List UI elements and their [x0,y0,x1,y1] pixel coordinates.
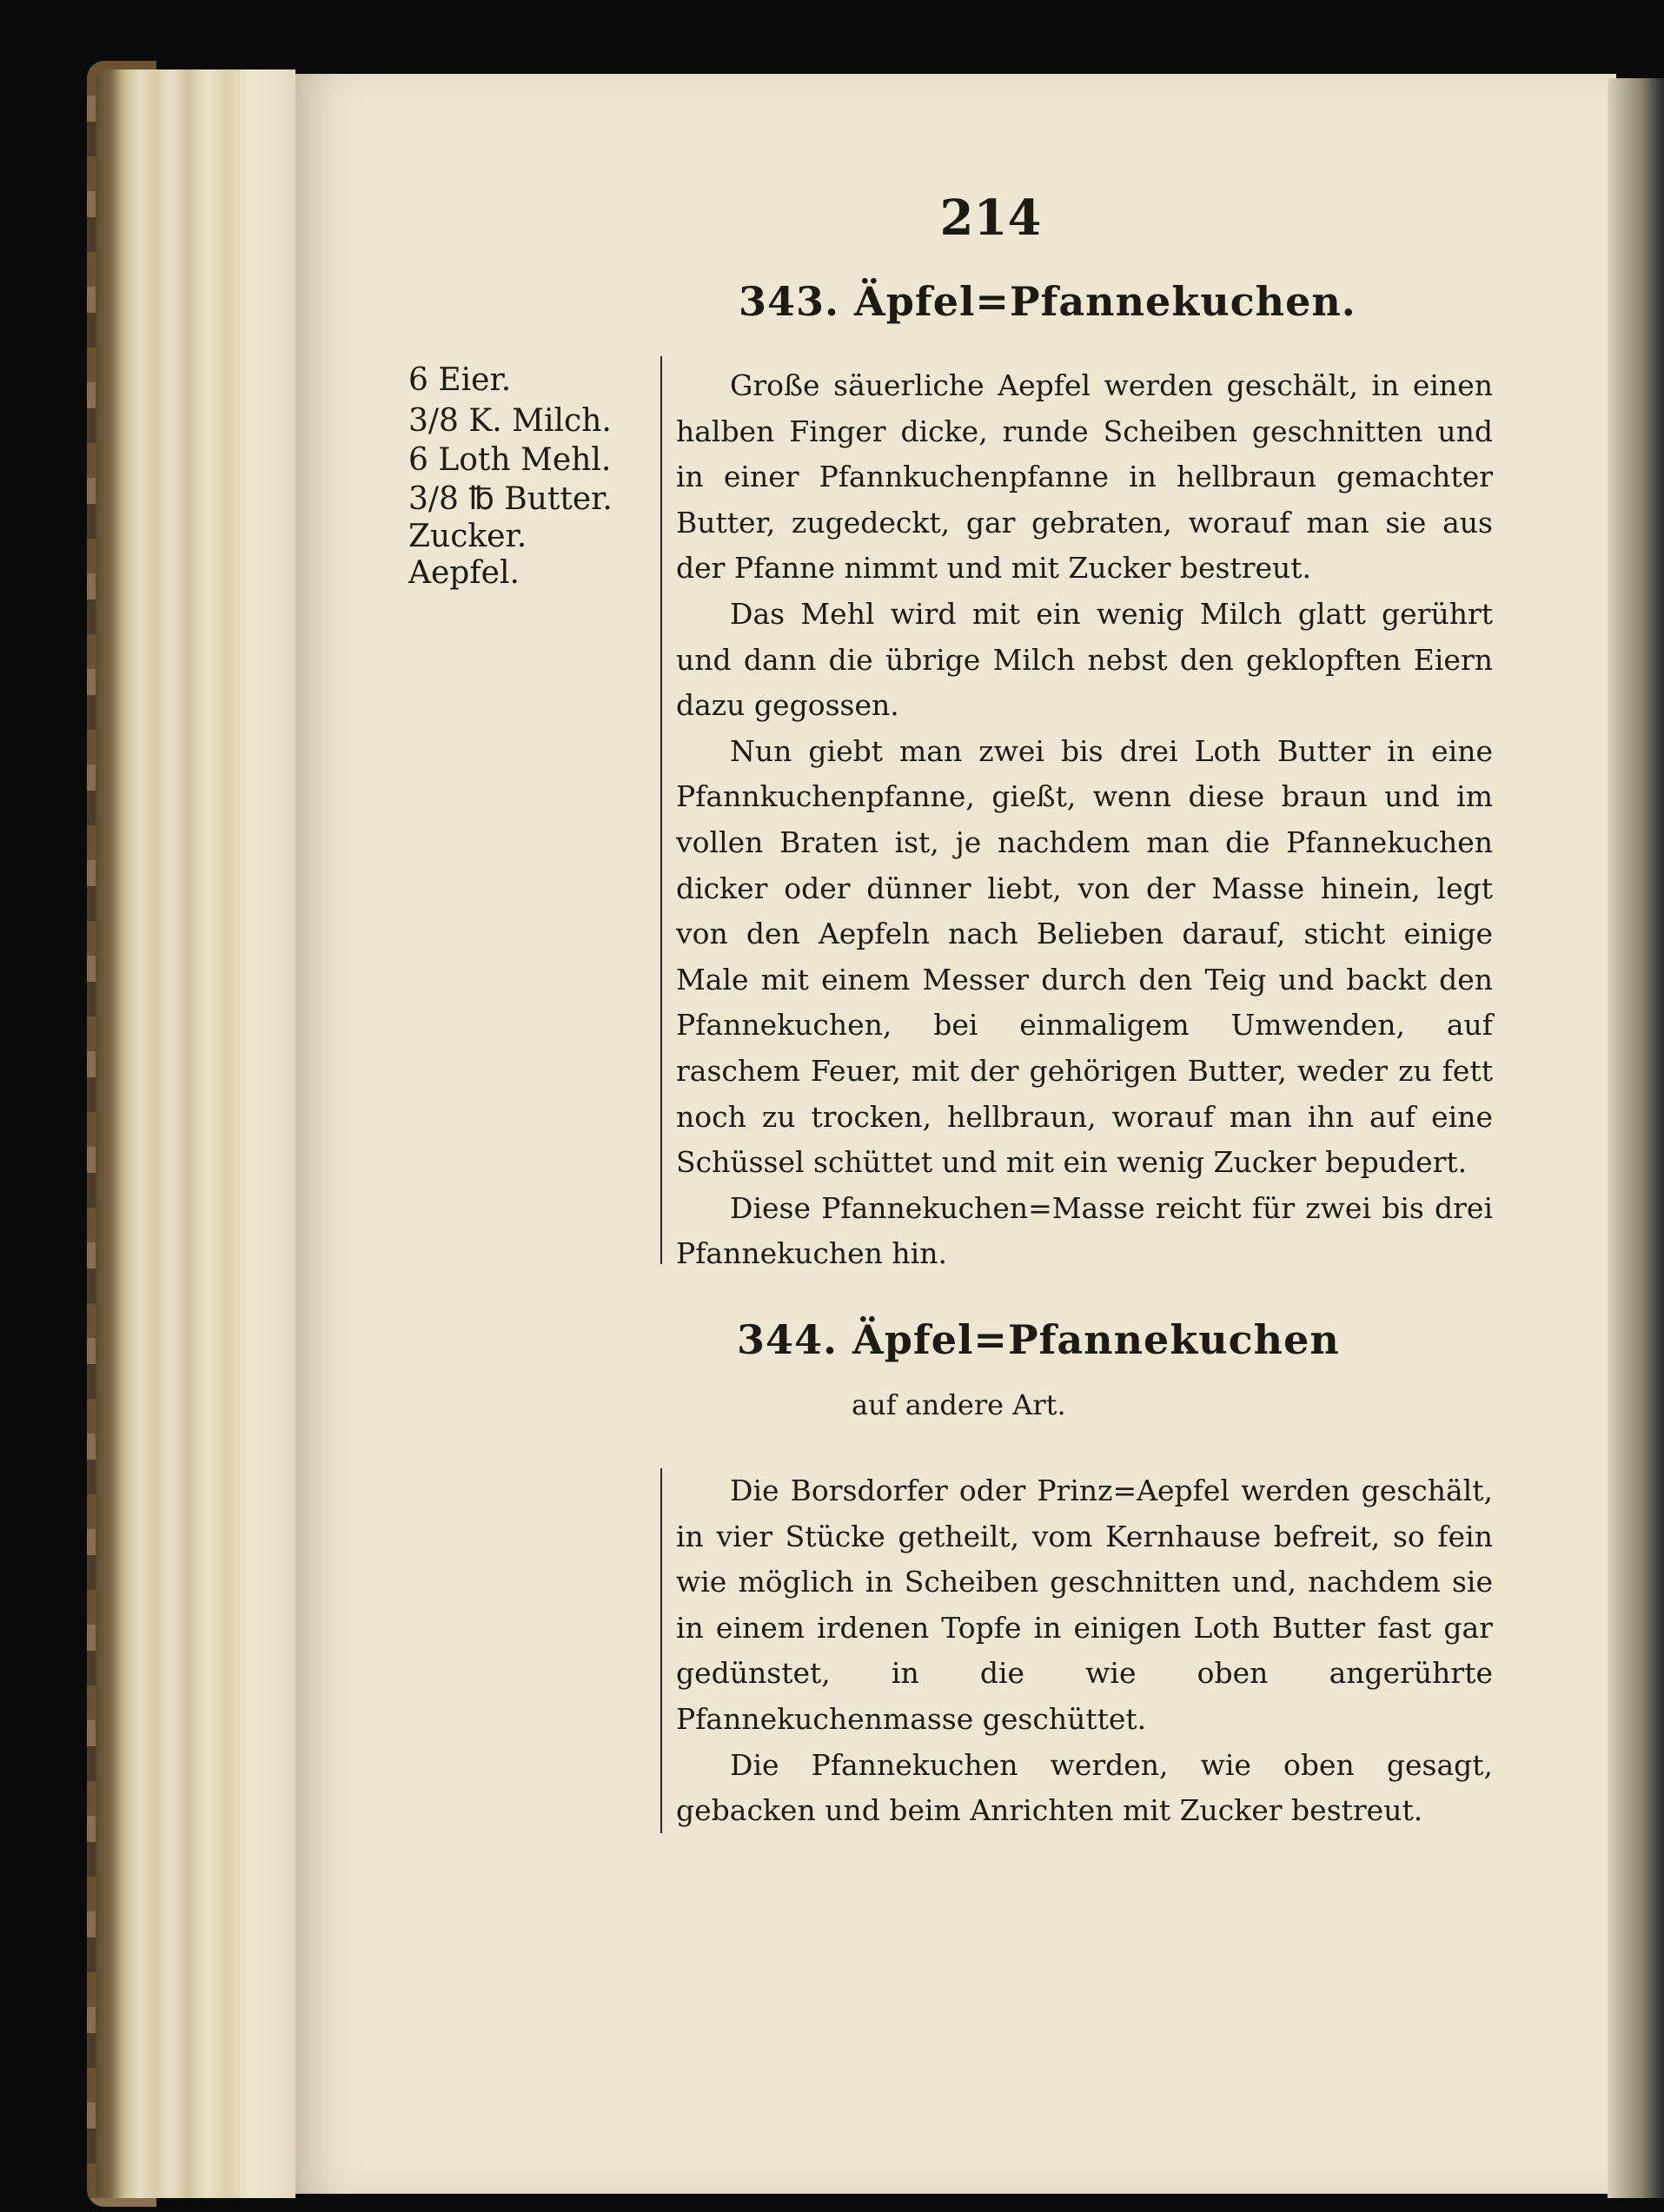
ingredient: 3/8 ℔ Butter. [408,481,613,517]
page-number: 214 [939,189,1042,247]
page-stack-edge [96,70,295,2198]
paragraph: Nun giebt man zwei bis drei Loth Butter in eine Pfannkuchenpfanne, gießt, wenn diese braun und im vollen Braten ist, je nachdem man die Pfannekuchen dicker oder dünner liebt, von der Masse hinein, legt von den Aepfeln nach Belieben darauf, sticht einige Male mit einem Messer durch den Teig und backt den Pfannekuchen, bei einmaligem Umwenden, auf raschem Feuer, mit der gehörigen Butter, weder zu fett noch zu trocken, hellbraun, worauf man ihn auf eine Schüssel schüttet und mit ein wenig Zucker bepudert. [676,733,1493,1180]
paragraph: Die Borsdorfer oder Prinz=Aepfel werden geschält, in vier Stücke getheilt, vom Kernhause befreit, so fein wie möglich in Scheiben geschnitten und, nachdem sie in einem irdenen Topfe in einigen Loth Butter fast gar gedünstet, in die wie oben angerührte Pfannekuchenmasse geschüttet. [676,1474,1493,1736]
recipe-343-heading: 343. Äpfel=Pfannekuchen. [739,278,1356,325]
paragraph: Das Mehl wird mit ein wenig Milch glatt gerührt und dann die übrige Milch nebst den geklopften Eiern dazu gegossen. [676,596,1493,723]
column-divider [660,356,662,1264]
paragraph: Diese Pfannekuchen=Masse reicht für zwei bis drei Pfannekuchen hin. [676,1190,1493,1271]
paragraph: Die Pfannekuchen werden, wie oben gesagt, gebacken und beim Anrichten mit Zucker bestreut. [676,1747,1493,1828]
ingredient: 6 Loth Mehl. [408,442,612,478]
ingredient: 6 Eier. [408,362,512,398]
ingredient: 3/8 K. Milch. [408,403,612,439]
recipe-344-text [676,1468,1493,1834]
facing-page-edge [1608,78,1664,2198]
column-divider [660,1468,662,1833]
paragraph: Große säuerliche Aepfel werden geschält, in einen halben Finger dicke, runde Scheiben geschnitten und in einer Pfannkuchenpfanne in hellbraun gemachter Butter, zugedeckt, gar gebraten, worauf man sie aus der Pfanne nimmt und mit Zucker bestreut. [676,368,1493,586]
recipe-344-subtitle: auf andere Art. [852,1388,1066,1421]
ingredient: Aepfel. [408,555,520,591]
ingredient: Zucker. [408,519,527,554]
recipe-343-text [676,363,1493,1277]
recipe-344-heading: 344. Äpfel=Pfannekuchen [737,1316,1340,1363]
